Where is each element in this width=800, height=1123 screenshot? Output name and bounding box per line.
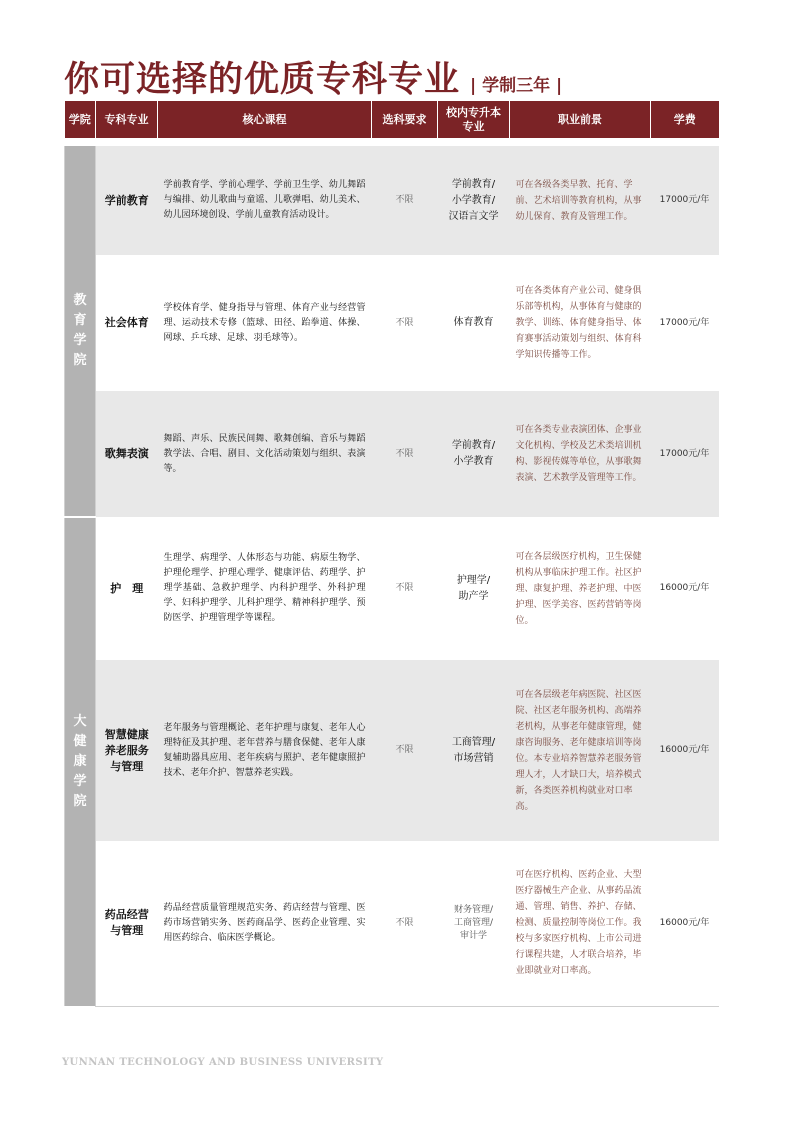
- career-prospects: 可在各层级老年病医院、社区医院、社区老年服务机构、高端养老机构，从事老年健康管理，健康咨询服务、老年健康培训等岗位。本专业培养智慧养老服务管理人才，人才缺口大，培养模式新，各类医养机构就业对口率高。: [510, 660, 651, 841]
- subject-requirement: 不限: [372, 391, 438, 517]
- core-courses: 老年服务与管理概论、老年护理与康复、老年人心理特征及其护理、老年营养与膳食保健、老年人康复辅助器具应用、老年疾病与照护、老年健康照护技术、老年介护、智慧养老实践。: [158, 660, 372, 841]
- tuition-fee: 17000元/年: [659, 317, 710, 328]
- upgrade-major: 学前教育/ 小学教育/ 汉语言文学: [438, 146, 510, 255]
- table-row: [65, 660, 719, 841]
- table-row: [65, 517, 719, 660]
- core-courses: 舞蹈、声乐、民族民间舞、歌舞创编、音乐与舞蹈教学法、合唱、剧目、文化活动策划与组织、表演等。: [158, 391, 372, 517]
- tuition-fee: 16000元/年: [651, 660, 719, 841]
- upgrade-major: 财务管理/ 工商管理/ 审计学: [438, 841, 510, 1006]
- subject-requirement: 不限: [395, 583, 414, 593]
- major-name: 歌舞表演: [96, 391, 158, 517]
- header-gap: [65, 138, 719, 146]
- header-upgrade-major: 校内专升本 专业: [438, 101, 510, 138]
- career-prospects: 可在各类体育产业公司、健身俱乐部等机构，从事体育与健康的教学、训练、体育健身指导、体育赛事活动策划与组织、体育科学知识传播等工作。: [515, 286, 642, 360]
- upgrade-major: 护理学/ 助产学: [456, 574, 491, 602]
- table-row: [65, 391, 719, 517]
- subject-requirement: 不限: [372, 841, 438, 1006]
- major-name: 社会体育: [104, 316, 149, 329]
- upgrade-major: 体育教育: [453, 317, 494, 328]
- department-cell: [65, 517, 96, 1006]
- major-name: 药品经营 与管理: [96, 841, 158, 1006]
- table-row: [65, 146, 719, 255]
- career-prospects: 可在医疗机构、医药企业、大型医疗器械生产企业、从事药品流通、管理、销售、养护、存储、检测、质量控制等岗位工作。我校与多家医疗机构、上市公司进行课程共建，人才联合培养，毕业即就业对口率高。: [510, 841, 651, 1006]
- subject-requirement: 不限: [395, 317, 414, 328]
- university-footer: YUNNAN TECHNOLOGY AND BUSINESS UNIVERSITY: [62, 1057, 384, 1068]
- tuition-fee: 17000元/年: [651, 391, 719, 517]
- table-row: [65, 841, 719, 1006]
- career-prospects: 可在各级各类早教、托育、学前、艺术培训等教育机构，从事幼儿保育、教育及管理工作。: [510, 146, 651, 255]
- core-courses: 学校体育学、健身指导与管理、体育产业与经营管理、运动技术专修（篮球、田径、跆拳道、体操、网球、乒乓球、足球、羽毛球等）。: [163, 302, 366, 343]
- department-name: 大健康学院: [73, 714, 87, 809]
- major-name: 智慧健康 养老服务 与管理: [96, 660, 158, 841]
- table-header-row: [65, 101, 719, 138]
- majors-table: [64, 101, 719, 1007]
- page-header: [64, 58, 724, 102]
- department-cell: [65, 146, 96, 517]
- table-row: [65, 255, 719, 391]
- upgrade-major: 工商管理/ 市场营销: [438, 660, 510, 841]
- tuition-fee: 16000元/年: [651, 841, 719, 1006]
- upgrade-major: 学前教育/ 小学教育: [438, 391, 510, 517]
- core-courses: 生理学、病理学、人体形态与功能、病原生物学、护理伦理学、护理心理学、健康评估、药理学、护理学基础、急救护理学、内科护理学、外科护理学、妇科护理学、儿科护理学、精神科护理学、预防医学、护理管理学等课程。: [163, 553, 366, 623]
- header-subject-requirement: 选科要求: [372, 101, 438, 138]
- tuition-fee: 17000元/年: [651, 146, 719, 255]
- header-tuition: 学费: [651, 101, 719, 138]
- career-prospects: 可在各类专业表演团体、企事业文化机构、学校及艺术类培训机构、影视传媒等单位，从事歌舞表演、艺术教学及管理等工作。: [510, 391, 651, 517]
- core-courses: 学前教育学、学前心理学、学前卫生学、幼儿舞蹈与编排、幼儿歌曲与童谣、儿歌弹唱、幼儿美术、幼儿园环境创设、学前儿童教育活动设计。: [158, 146, 372, 255]
- page-title: 你可选择的优质专科专业: [64, 60, 461, 100]
- page-subtitle: | 学制三年 |: [470, 76, 563, 96]
- core-courses: 药品经营质量管理规范实务、药店经营与管理、医药市场营销实务、医药商品学、医药企业管理、实用医药综合、临床医学概论。: [158, 841, 372, 1006]
- subject-requirement: 不限: [372, 146, 438, 255]
- major-name: 护 理: [110, 581, 144, 595]
- subject-requirement: 不限: [372, 660, 438, 841]
- tuition-fee: 16000元/年: [659, 583, 710, 593]
- department-name: 教育学院: [73, 293, 87, 368]
- header-major: 专科专业: [96, 101, 158, 138]
- career-prospects: 可在各层级医疗机构，卫生保健机构从事临床护理工作。社区护理、康复护理、养老护理、中医护理、医学美容、医药营销等岗位。: [515, 551, 642, 626]
- header-department: 学院: [65, 101, 96, 138]
- major-name: 学前教育: [96, 146, 158, 255]
- header-core-courses: 核心课程: [158, 101, 372, 138]
- header-career-prospects: 职业前景: [510, 101, 651, 138]
